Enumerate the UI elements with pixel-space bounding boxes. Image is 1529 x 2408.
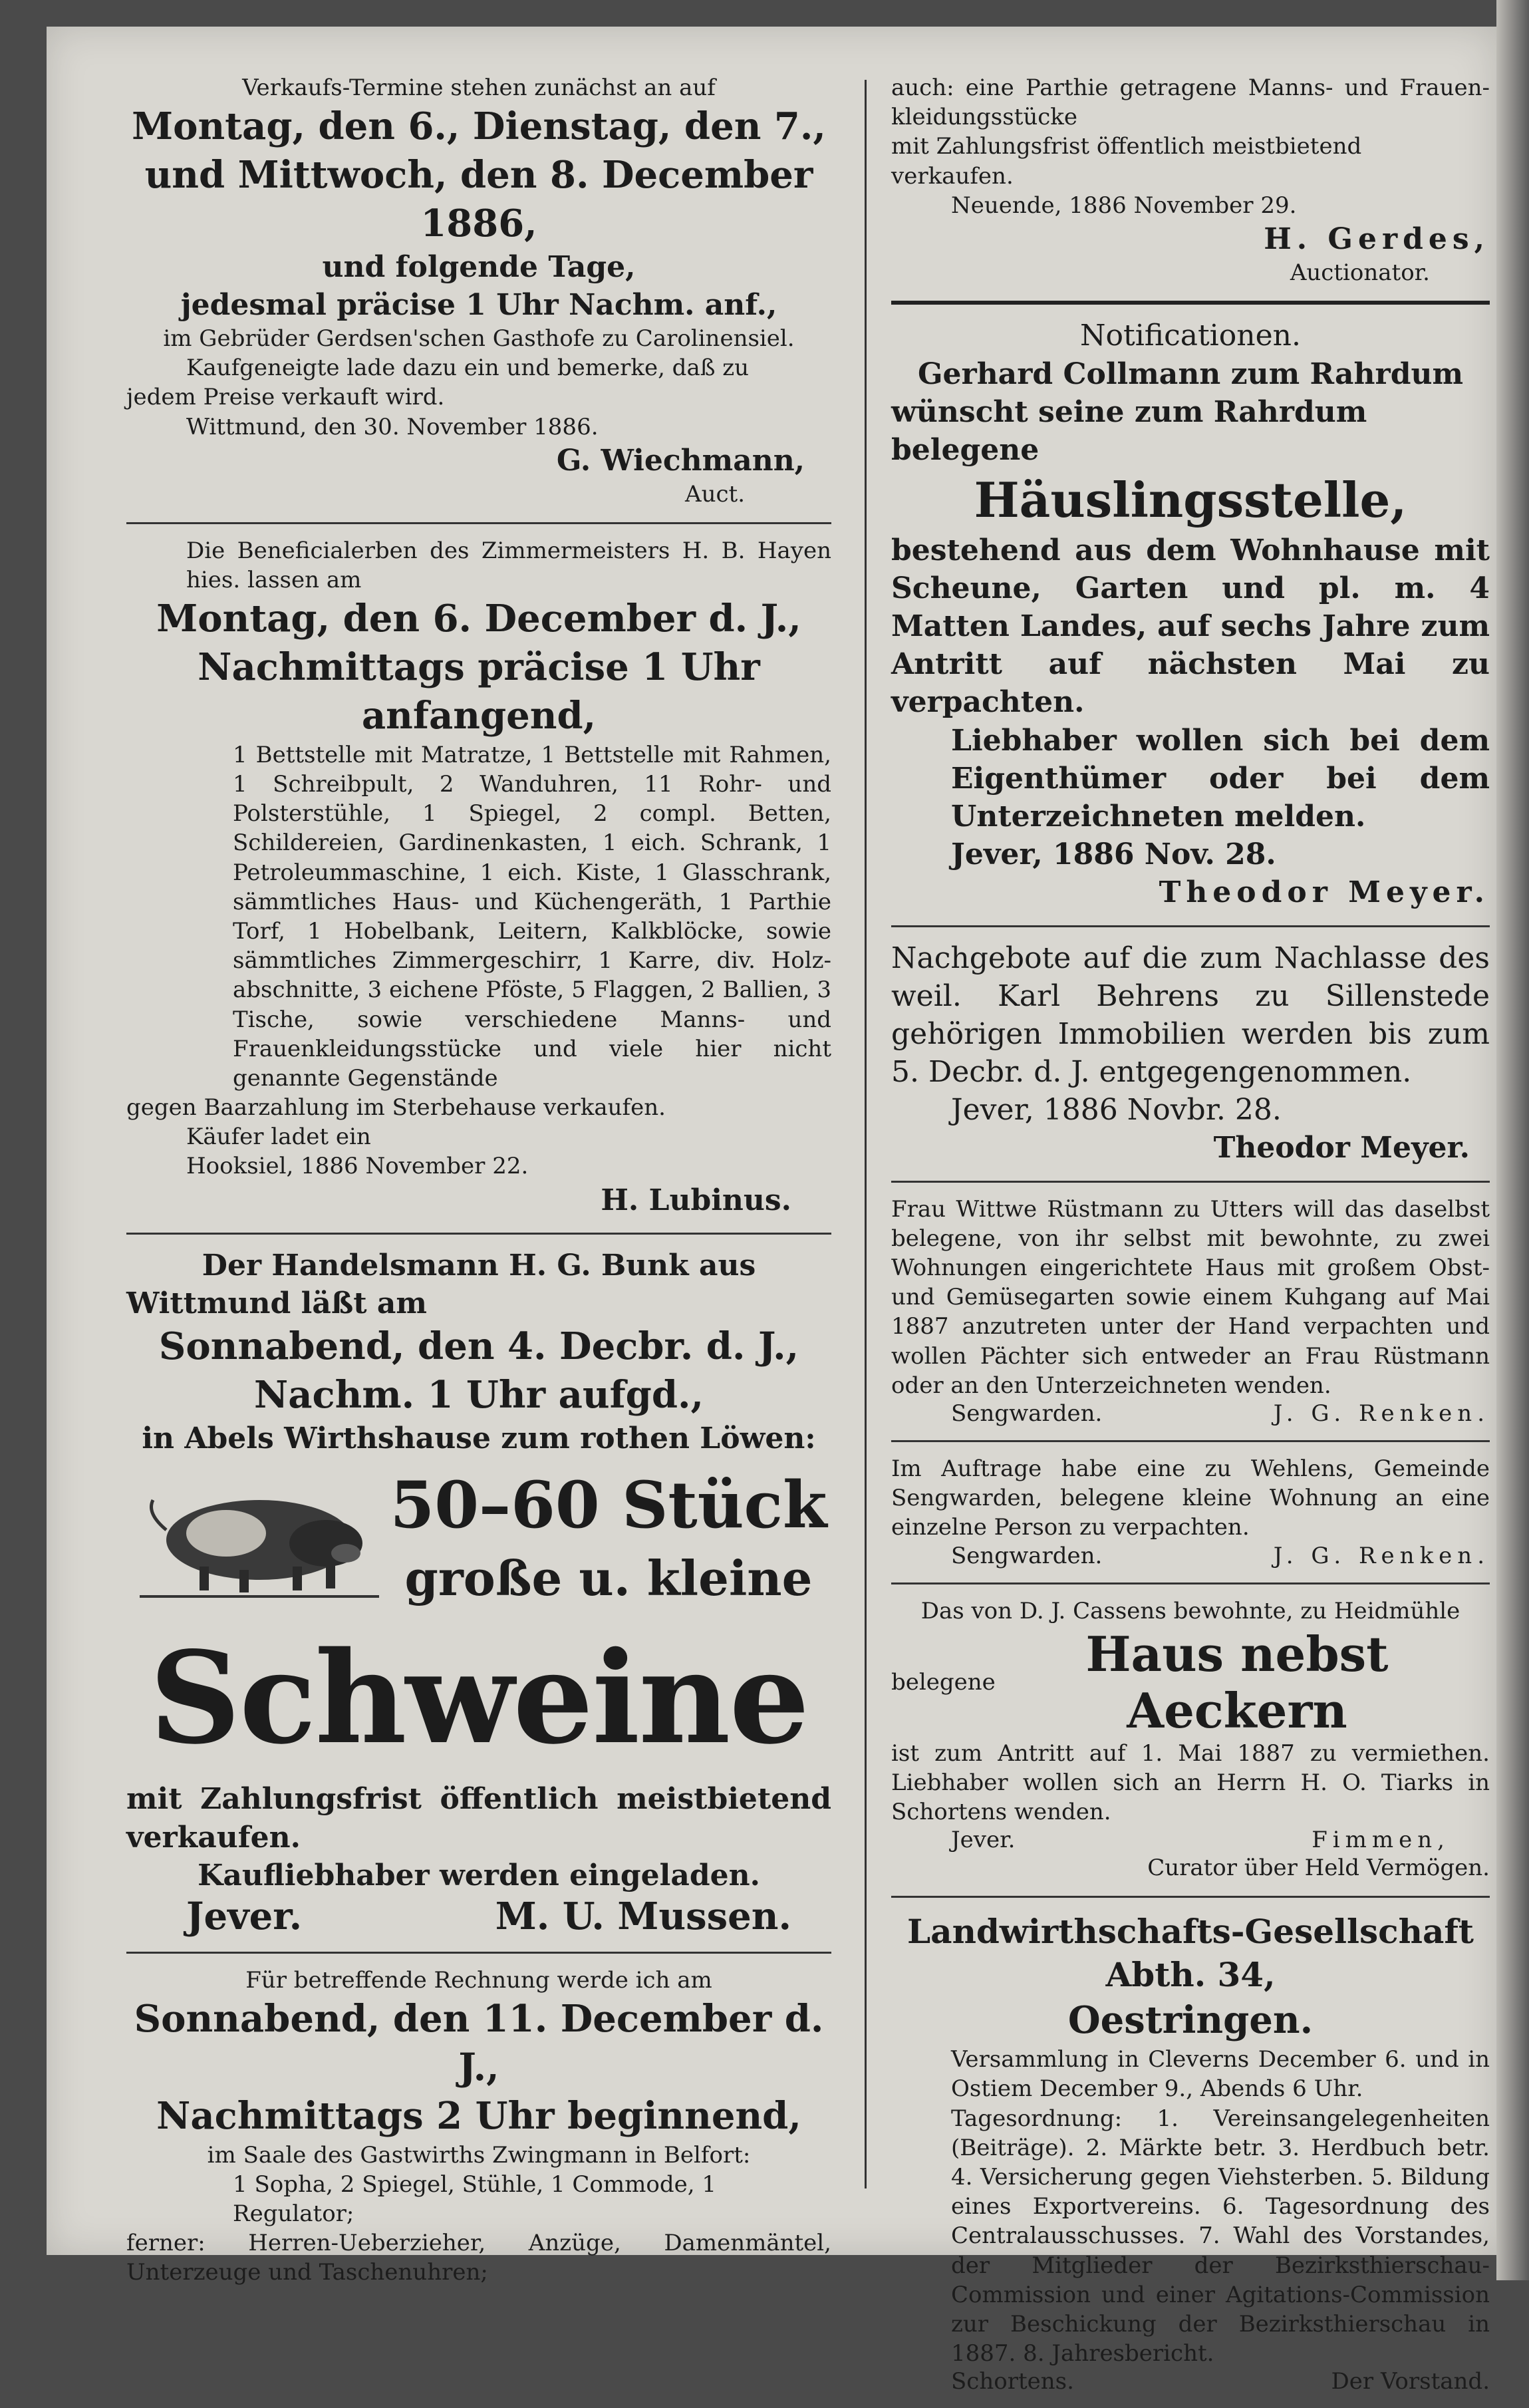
ad-line: im Gebrüder Gerdsen'schen Gasthofe zu Carolinensiel. — [163, 325, 795, 352]
ad-body: ist zum Antritt auf 1. Mai 1887 zu vermiethen. Liebhaber wollen sich an Herrn H. O. Tiarks in Schortens wenden. — [891, 1739, 1490, 1826]
ad-invite: Käufer ladet ein — [186, 1124, 371, 1151]
ad-place: in Abels Wirthshause zum rothen Löwen: — [142, 1421, 816, 1455]
ad-separator — [126, 522, 831, 524]
signature: M. U. Mussen. — [495, 1894, 791, 1938]
ad-place-date: Hooksiel, 1886 November 22. — [186, 1153, 529, 1180]
signature: Theodor Meyer. — [1159, 875, 1490, 910]
ad-place-date: Jever. — [186, 1894, 303, 1938]
ad-items: 1 Bettstelle mit Matratze, 1 Bettstelle mit Rahmen, 1 Schreibpult, 2 Wanduhren, 11 Rohr- und Polsterstühle, 1 Spiegel, 2 compl. Betten, Schildereien, Gardinenkasten, 1 eich. Schrank, 1 Petroleummaschine, 1 eich. Kiste, 1 Glasschrank, sämmtliches Haus- und Küchengeräth, 1 Parthie Torf, 1 Hobelbank, Leitern, Kalkblöcke, sowie sämmtliches Zimmergeschirr, 1 Karre, div. Holz-abschnitte, 3 eichene Pföste, 5 Flaggen, 2 Ballien, 3 Tische, sowie verschiedene Manns- und Frauenkleidungsstücke und viele hier nicht genannte Gegenstände — [233, 741, 831, 1092]
ad-wiechmann — [126, 73, 831, 509]
ad-meeting: Versammlung in Cleverns December 6. und in Ostiem December 9., Abends 6 Uhr. — [951, 2046, 1490, 2103]
pig-text — [386, 1464, 831, 1609]
signature: Theodor Meyer. — [1213, 1131, 1470, 1165]
ad-behrens — [891, 939, 1490, 1167]
ad-headline-row — [891, 1626, 1490, 1739]
ad-place: Sengwarden. — [951, 1542, 1103, 1569]
ad-place: im Saale des Gastwirths Zwingmann in Belfort: — [207, 2141, 751, 2169]
signature: H. Lubinus. — [601, 1183, 791, 1217]
ad-line: Der Handelsmann H. G. Bunk aus — [202, 1248, 756, 1282]
ad-time: Nachmittags 2 Uhr beginnend, — [156, 2093, 801, 2138]
ad-footer — [891, 2368, 1490, 2395]
ad-body2: Liebhaber wollen sich bei dem Eigenthümer oder bei dem Unterzeichneten melden. — [951, 723, 1490, 833]
ad-date: Sonnabend, den 4. Decbr. d. J., — [158, 1324, 799, 1369]
ad-lubinus — [126, 536, 831, 1219]
signature: Fimmen, — [1312, 1827, 1450, 1854]
ad-intro: Die Beneficialerben des Zimmermeisters H. B. Hayen hies. lassen am — [186, 537, 831, 594]
ad-footer — [891, 1827, 1490, 1853]
left-column — [126, 73, 831, 2300]
ad-separator — [891, 1181, 1490, 1183]
signature-title: Auct. — [685, 480, 745, 508]
ad-date: Montag, den 6. December d. J., — [156, 597, 801, 641]
section-title: Notificationen. — [1080, 319, 1301, 353]
ad-gerdes — [891, 73, 1490, 287]
ad-separator — [126, 1952, 831, 1954]
signature: J. G. Renken. — [1273, 1400, 1490, 1427]
ad-intro: Für betreffende Rechnung werde ich am — [245, 1966, 712, 1994]
ad-cassens — [891, 1596, 1490, 1883]
ad-place-date: Neuende, 1886 November 29. — [951, 192, 1297, 219]
signature: G. Wiechmann, — [556, 443, 805, 478]
signature: Der Vorstand. — [1331, 2368, 1490, 2395]
ad-count: 50–60 Stück — [390, 1467, 827, 1543]
ad-separator — [891, 1440, 1490, 1442]
ad-size: große u. kleine — [404, 1549, 813, 1606]
ad-line: Wittmund, den 30. November 1886. — [186, 413, 599, 440]
section-separator — [891, 301, 1490, 305]
ad-line: jedem Preise verkauft wird. — [126, 384, 445, 411]
ad-line: auch: eine Parthie getragene Manns- und Frauen-kleidungsstücke — [891, 75, 1490, 131]
page-edge-shadow — [1496, 0, 1529, 2280]
ad-line: und folgende Tage, — [322, 249, 636, 284]
ad-footer — [126, 1894, 831, 1938]
ad-collmann — [891, 355, 1490, 912]
ad-items: 1 Sopha, 2 Spiegel, Stühle, 1 Commode, 1 Regulator; — [233, 2171, 716, 2227]
ad-body: Im Auftrage habe eine zu Wehlens, Gemeinde Sengwarden, belegene kleine Wohnung an eine einzelne Person zu verpachten. — [891, 1455, 1490, 1541]
ad-headline: Haus nebst Aeckern — [1085, 1625, 1389, 1739]
signature-title: Auctionator. — [1290, 259, 1430, 287]
ad-headline: Landwirthschafts-Gesellschaft Abth. 34, — [907, 1912, 1474, 1995]
ad-intro: Das von D. J. Cassens bewohnte, zu Heidmühle — [920, 1597, 1460, 1624]
ad-date: Sonnabend, den 11. December d. J., — [134, 1997, 824, 2089]
ad-time: Nachm. 1 Uhr aufgd., — [254, 1373, 704, 1418]
ad-place-date: Jever, 1886 Nov. 28. — [951, 837, 1276, 872]
ad-body: bestehend aus dem Wohnhause mit Scheune, Garten und pl. m. 4 Matten Landes, auf sechs Jahre zum Antritt auf nächsten Mai zu verpachten. — [891, 533, 1490, 720]
signature: H. Gerdes, — [1264, 222, 1490, 256]
pig-illustration — [126, 1467, 386, 1606]
ad-place: Schortens. — [951, 2368, 1074, 2395]
ad-bunk-schweine — [126, 1247, 831, 1938]
pig-illustration-row — [126, 1464, 831, 1609]
ad-terms: mit Zahlungsfrist öffentlich meistbietend verkaufen. — [126, 1782, 831, 1855]
ad-line: wünscht seine zum Rahrdum belegene — [891, 394, 1367, 467]
ad-invite: Kaufliebhaber werden eingeladen. — [198, 1858, 760, 1892]
ad-headline: Häuslingsstelle, — [974, 472, 1407, 529]
ad-terms: gegen Baarzahlung im Sterbehause verkaufen. — [126, 1094, 666, 1122]
ad-body: Frau Wittwe Rüstmann zu Utters will das daselbst belegene, von ihr selbst mit bewohnte, zu zwei Wohnungen eingerichtete Haus mit großem Obst- und Gemüsegarten sowie einem Kuhgang auf Mai 1887 anzutreten unter der Hand verpachten und wollen Pächter sich entweder an Frau Rüstmann oder an den Unterzeichneten wenden. — [891, 1195, 1490, 1399]
signature: J. G. Renken. — [1273, 1542, 1490, 1569]
ad-subhead: Oestringen. — [1067, 1998, 1314, 2043]
ad-line: jedesmal präcise 1 Uhr Nachm. anf., — [180, 287, 777, 322]
right-column — [858, 73, 1490, 2408]
ad-place: Jever. — [951, 1827, 1016, 1854]
ad-landwirthschaft — [891, 1910, 1490, 2395]
ad-line: Verkaufs-Termine stehen zunächst an auf — [242, 75, 716, 101]
ad-footer — [891, 1543, 1490, 1569]
ad-line: mit Zahlungsfrist öffentlich meistbietend verkaufen. — [891, 133, 1362, 190]
ad-separator — [126, 1233, 831, 1235]
ad-ruestmann — [891, 1195, 1490, 1427]
ad-belegene: belegene — [891, 1668, 996, 1696]
ad-renken-wehlens — [891, 1454, 1490, 1569]
ad-line: Montag, den 6., Dienstag, den 7., — [132, 104, 826, 149]
ad-time: Nachmittags präcise 1 Uhr anfangend, — [198, 645, 760, 738]
ad-line: Kaufgeneigte lade dazu ein und bemerke, daß zu — [186, 355, 750, 382]
ad-line: und Mittwoch, den 8. December 1886, — [144, 152, 813, 245]
ad-headline: Schweine — [149, 1624, 809, 1773]
ad-line: Wittmund läßt am — [126, 1286, 427, 1321]
ad-separator — [891, 1582, 1490, 1584]
ad-more: ferner: Herren-Ueberzieher, Anzüge, Damenmäntel, Unterzeuge und Taschenuhren; — [126, 2230, 831, 2286]
ad-place: Sengwarden. — [951, 1400, 1103, 1427]
ad-body: Nachgebote auf die zum Nachlasse des weil. Karl Behrens zu Sillenstede gehörigen Immobilien werden bis zum 5. Decbr. d. J. entgegengenommen. — [891, 941, 1490, 1090]
ad-place-date: Jever, 1886 Novbr. 28. — [951, 1093, 1282, 1128]
ad-line: Gerhard Collmann zum Rahrdum — [917, 357, 1464, 391]
signature-title: Curator über Held Vermögen. — [1147, 1855, 1490, 1882]
ad-separator — [891, 1896, 1490, 1898]
ad-separator — [891, 925, 1490, 927]
ad-footer — [891, 1400, 1490, 1427]
ad-zwingmann — [126, 1966, 831, 2288]
ad-agenda: Tagesordnung: 1. Vereinsangelegenheiten (Beiträge). 2. Märkte betr. 3. Herdbuch betr. 4. Versicherung gegen Viehsterben. 5. Bildung eines Exportvereins. 6. Tagesordnung des Centralausschusses. 7. Wahl des Vorstandes, der Mitglieder der Bezirksthierschau-Commission und einer Agitations-Commission zur Beschickung der Bezirksthierschau in 1887. 8. Jahresbericht. — [951, 2105, 1490, 2367]
